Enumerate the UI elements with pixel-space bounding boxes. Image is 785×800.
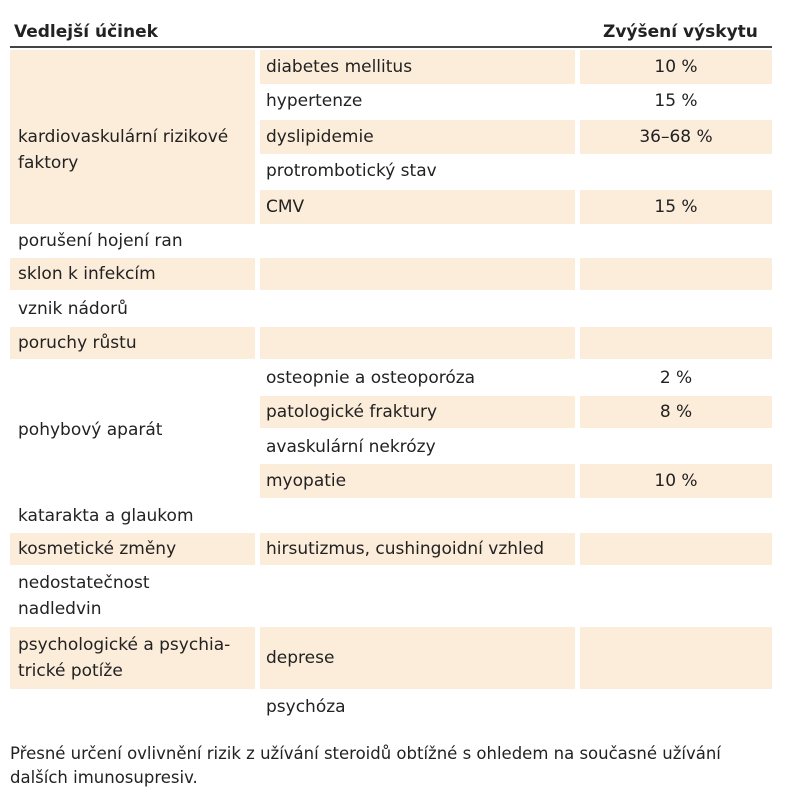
- row-nadledvin-line1: nedostatečnost: [18, 573, 150, 593]
- sub-fraktury: patologické fraktury: [266, 402, 438, 422]
- val-fraktury: 8 %: [659, 402, 693, 422]
- sub-dyslipidemie: dyslipidemie: [266, 127, 374, 147]
- column-header-incidence: Zvýšení výskytu: [603, 22, 758, 42]
- val-myopatie: 10 %: [654, 471, 698, 491]
- footnote: Přesné určení ovlivnění rizik z užívání steroidů obtížné s ohledem na současné užívání dalších imunosupresiv.: [10, 744, 721, 787]
- infekce-empty-cell: [260, 258, 575, 290]
- psych-value-cell: [580, 627, 772, 689]
- sub-myopatie: myopatie: [266, 471, 347, 491]
- row-pohybovy: pohybový aparát: [18, 420, 163, 440]
- sub-psychoza: psychóza: [266, 697, 346, 717]
- infekce-value-cell: [580, 258, 772, 290]
- val-diabetes: 10 %: [654, 57, 698, 77]
- sub-diabetes: diabetes mellitus: [266, 57, 413, 77]
- row-infekce: sklon k infekcím: [18, 264, 156, 284]
- row-nadledvin-line2: nadledvin: [18, 599, 102, 619]
- row-psych-line1: psychologické a psychia-: [18, 635, 231, 655]
- sub-nekrozy: avaskulární nekrózy: [266, 437, 436, 457]
- header-divider: [10, 46, 772, 48]
- row-psych-line2: trické potíže: [18, 661, 123, 681]
- row-rust: poruchy růstu: [18, 333, 137, 353]
- row-kosmeticke: kosmetické změny: [18, 539, 177, 559]
- val-cmv: 15 %: [654, 197, 698, 217]
- rust-empty-cell: [260, 327, 575, 359]
- val-dyslipidemie: 36–68 %: [639, 127, 713, 147]
- sub-cmv: CMV: [266, 197, 305, 217]
- kosmeticke-value-cell: [580, 533, 772, 565]
- val-osteopenie: 2 %: [659, 368, 693, 388]
- sub-hypertenze: hypertenze: [266, 91, 363, 111]
- row-katarakta: katarakta a glaukom: [18, 506, 194, 526]
- rust-value-cell: [580, 327, 772, 359]
- sub-deprese: deprese: [266, 648, 335, 668]
- row-hojeni: porušení hojení ran: [18, 231, 183, 251]
- sub-protromboticky: protrombotický stav: [266, 161, 437, 181]
- column-header-side-effect: Vedlejší účinek: [14, 22, 158, 42]
- row-nadory: vznik nádorů: [18, 299, 128, 319]
- cardio-label-line2: faktory: [18, 153, 79, 173]
- cardio-label-line1: kardiovaskulární rizikové: [18, 127, 229, 147]
- sub-hirsutizmus: hirsutizmus, cushingoidní vzhled: [266, 539, 545, 559]
- sub-osteopenie: osteopnie a osteoporóza: [266, 368, 476, 388]
- val-hypertenze: 15 %: [654, 91, 698, 111]
- cmv-cell: [260, 190, 575, 224]
